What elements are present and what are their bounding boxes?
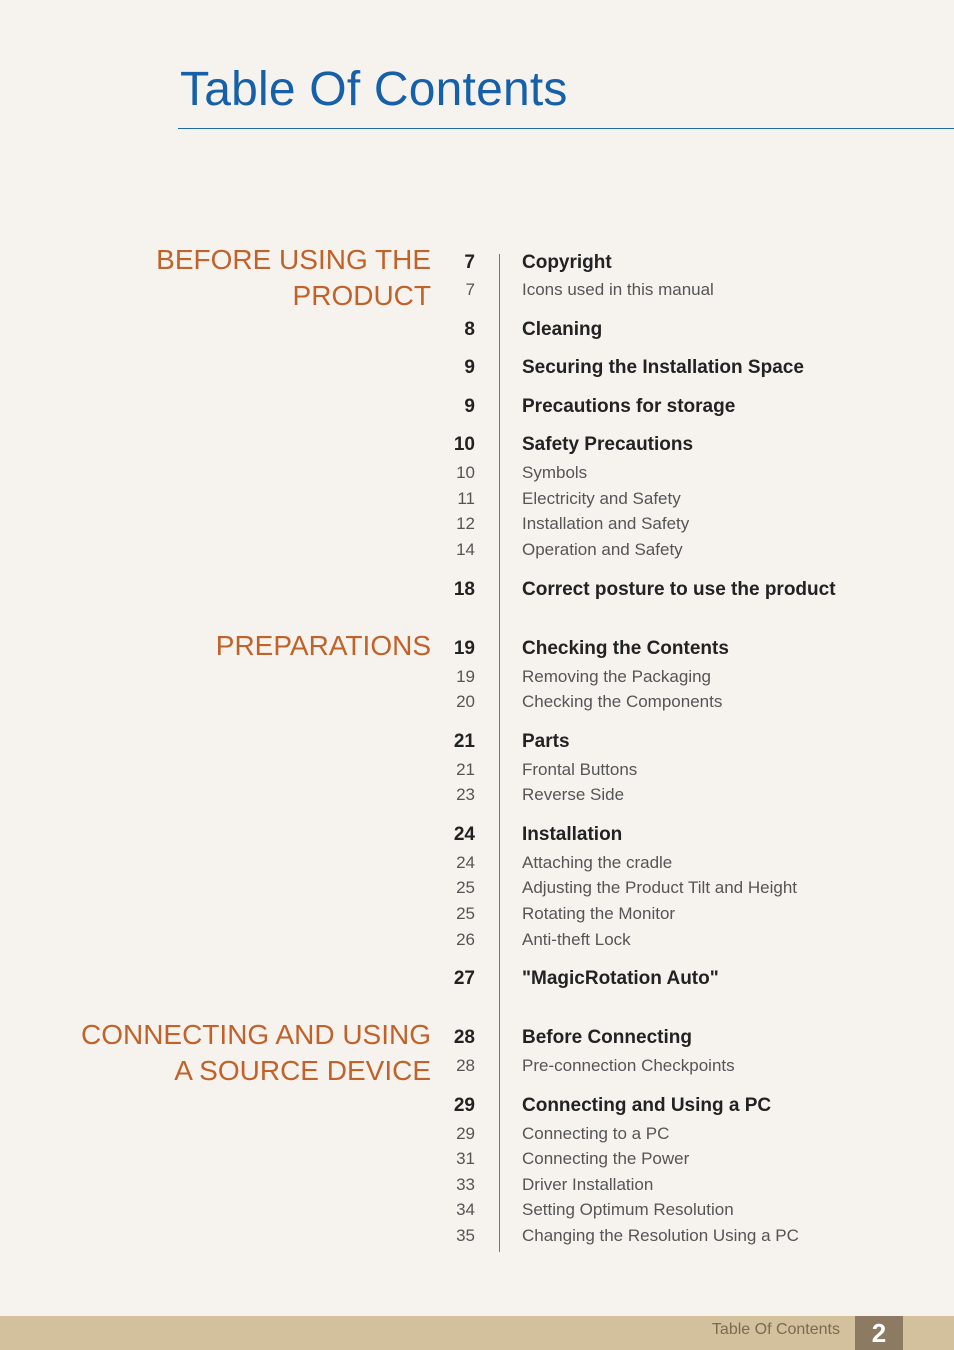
- toc-entry[interactable]: [440, 853, 920, 875]
- toc-page-number: 7: [465, 280, 475, 299]
- toc-page-number: 24: [456, 853, 475, 872]
- toc-entry-title: Attaching the cradle: [522, 853, 673, 872]
- toc-entry-title: Parts: [522, 731, 570, 752]
- toc-entry[interactable]: [440, 280, 920, 302]
- section-heading-line: PREPARATIONS: [215, 630, 431, 661]
- toc-entry-title: Driver Installation: [522, 1175, 654, 1194]
- footer-label: Table Of Contents: [711, 1321, 840, 1338]
- toc-entry-title: Anti-theft Lock: [522, 930, 631, 949]
- title-divider: [178, 128, 954, 129]
- toc-entry[interactable]: [440, 638, 920, 662]
- toc-entry[interactable]: [440, 1027, 920, 1051]
- toc-entry-title: Setting Optimum Resolution: [522, 1200, 734, 1219]
- toc-page-number: 28: [453, 1027, 475, 1048]
- toc-entry-title: Icons used in this manual: [522, 280, 714, 299]
- toc-page-number: 35: [456, 1226, 475, 1245]
- toc-page-number: 25: [456, 878, 475, 897]
- section-heading-line: BEFORE USING THE: [156, 244, 431, 275]
- toc-entry[interactable]: [440, 319, 920, 343]
- toc-entry-title: Precautions for storage: [522, 396, 736, 417]
- toc-entry[interactable]: [440, 1095, 920, 1119]
- toc-entry-title: Connecting the Power: [522, 1149, 690, 1168]
- toc-entry[interactable]: [440, 252, 920, 276]
- toc-entry[interactable]: [440, 540, 920, 562]
- toc-page-number: 27: [453, 968, 475, 989]
- toc-entry[interactable]: [440, 667, 920, 689]
- toc-entry[interactable]: [440, 968, 920, 992]
- section-heading: [81, 1017, 431, 1089]
- toc-entry[interactable]: [440, 489, 920, 511]
- toc-page-number: 29: [453, 1095, 475, 1116]
- toc-entry-title: Adjusting the Product Tilt and Height: [522, 878, 797, 897]
- toc-entry[interactable]: [440, 692, 920, 714]
- toc-entry-title: Frontal Buttons: [522, 760, 638, 779]
- toc-entry[interactable]: [440, 434, 920, 458]
- toc-entry[interactable]: [440, 463, 920, 485]
- toc-page-number: 19: [453, 638, 475, 659]
- section-heading: [216, 628, 431, 664]
- toc-entry-title: Installation and Safety: [522, 514, 690, 533]
- toc-page-number: 19: [456, 667, 475, 686]
- toc-page-number: 9: [464, 357, 475, 378]
- toc-page-number: 28: [456, 1056, 475, 1075]
- section-heading-line: A SOURCE DEVICE: [174, 1055, 431, 1086]
- toc-page-number: 23: [456, 785, 475, 804]
- toc-entry[interactable]: [440, 357, 920, 381]
- toc-entry[interactable]: [440, 930, 920, 952]
- toc-entry-title: Cleaning: [522, 319, 603, 340]
- toc-page-number: 26: [456, 930, 475, 949]
- toc-entry-title: Connecting and Using a PC: [522, 1095, 772, 1116]
- toc-entry[interactable]: [440, 1175, 920, 1197]
- toc-page-number: 14: [456, 540, 475, 559]
- page-title: Table Of Contents: [180, 63, 568, 116]
- toc-entry[interactable]: [440, 1056, 920, 1078]
- toc-page-number: 31: [456, 1149, 475, 1168]
- toc-entry[interactable]: [440, 1124, 920, 1146]
- toc-entry-title: "MagicRotation Auto": [522, 968, 719, 989]
- toc-entry[interactable]: [440, 731, 920, 755]
- toc-page-number: 33: [456, 1175, 475, 1194]
- toc-page-number: 29: [456, 1124, 475, 1143]
- toc-page-number: 10: [456, 463, 475, 482]
- toc-page-number: 7: [464, 252, 475, 273]
- toc-entry-title: Checking the Contents: [522, 638, 729, 659]
- toc-entry[interactable]: [440, 514, 920, 536]
- toc-entry-title: Checking the Components: [522, 692, 723, 711]
- toc-entry-title: Safety Precautions: [522, 434, 694, 455]
- toc-entry[interactable]: [440, 878, 920, 900]
- toc-entry[interactable]: [440, 904, 920, 926]
- section-heading-line: PRODUCT: [292, 280, 431, 311]
- toc-entry-title: Installation: [522, 824, 623, 845]
- toc-page-number: 18: [453, 579, 475, 600]
- toc-entry[interactable]: [440, 785, 920, 807]
- toc-page-number: 20: [456, 692, 475, 711]
- toc-entry-title: Changing the Resolution Using a PC: [522, 1226, 799, 1245]
- toc-entry-title: Before Connecting: [522, 1027, 692, 1048]
- toc-entry[interactable]: [440, 396, 920, 420]
- section-heading-line: CONNECTING AND USING: [80, 1019, 431, 1050]
- toc-entry-title: Copyright: [522, 252, 612, 273]
- toc-entry[interactable]: [440, 760, 920, 782]
- toc-page-number: 24: [453, 824, 475, 845]
- toc-page-number: 21: [456, 760, 475, 779]
- toc-entry-title: Securing the Installation Space: [522, 357, 804, 378]
- toc-entry-title: Reverse Side: [522, 785, 625, 804]
- toc-entry-title: Rotating the Monitor: [522, 904, 676, 923]
- toc-entry-title: Electricity and Safety: [522, 489, 681, 508]
- toc-page-number: 9: [464, 396, 475, 417]
- footer-page-number: 2: [855, 1316, 903, 1350]
- toc-entry[interactable]: [440, 1200, 920, 1222]
- toc-page-number: 25: [456, 904, 475, 923]
- toc-entry-title: Operation and Safety: [522, 540, 683, 559]
- toc-entry[interactable]: [440, 824, 920, 848]
- toc-page-number: 11: [457, 489, 475, 508]
- toc-entry[interactable]: [440, 579, 920, 603]
- toc-entry-title: Pre-connection Checkpoints: [522, 1056, 735, 1075]
- toc-page-number: 10: [453, 434, 475, 455]
- toc-entry[interactable]: [440, 1226, 920, 1248]
- toc-entry-title: Connecting to a PC: [522, 1124, 670, 1143]
- toc-entry[interactable]: [440, 1149, 920, 1171]
- toc-entry-title: Symbols: [522, 463, 588, 482]
- toc-entry-title: Correct posture to use the product: [522, 579, 836, 600]
- toc-page-number: 12: [456, 514, 475, 533]
- toc-entry-title: Removing the Packaging: [522, 667, 712, 686]
- toc-page-number: 21: [453, 731, 475, 752]
- toc-page-number: 34: [456, 1200, 475, 1219]
- toc-page-number: 8: [464, 319, 475, 340]
- section-heading: [156, 242, 431, 314]
